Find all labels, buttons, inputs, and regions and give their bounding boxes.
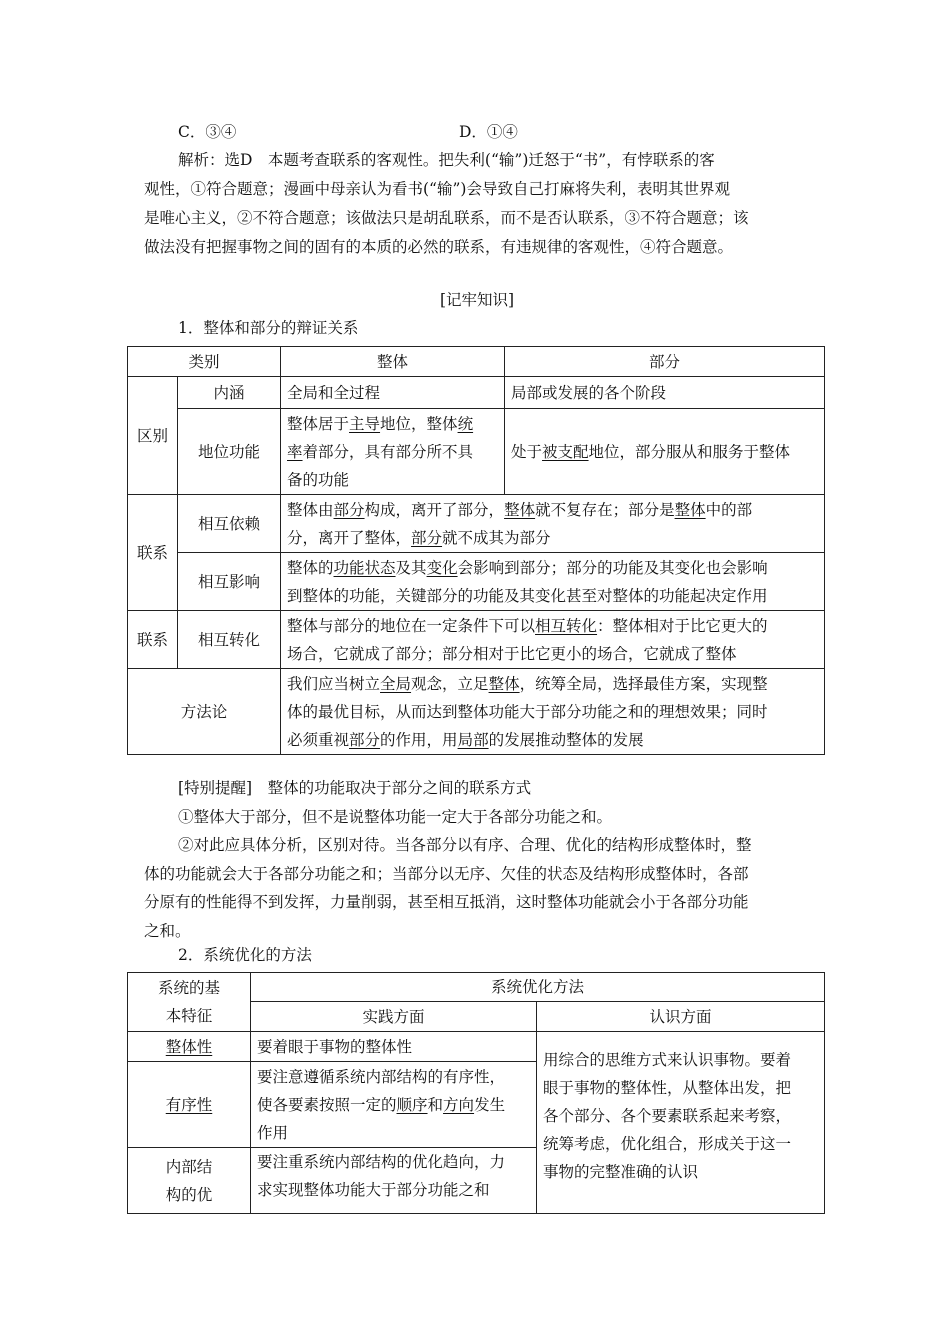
tip-title: [特别提醒] 整体的功能取决于部分之间的联系方式 [178,779,532,797]
header-practice: 实践方面 [251,1002,537,1032]
tip-2-line-2: 体的功能就会大于各部分功能之和；当部分以无序、欠佳的状态及结构形成整体时，各部 [144,865,749,883]
section-label: [记牢知识] [440,291,515,309]
row-label-connection-2: 联系 [128,611,178,669]
header-basic-features: 系统的基 本特征 [128,973,251,1032]
choice-c: C．③④ [178,123,237,141]
status-part: 处于被支配地位，部分服从和服务于整体 [505,409,825,495]
practice-orderliness: 要注意遵循系统内部结构的有序性， 使各要素按照一定的顺序和方向发生 作用 [251,1062,537,1148]
practice-structure: 要注重系统内部结构的优化趋向，力 求实现整体功能大于部分功能之和 [251,1148,537,1214]
header-optimization-method: 系统优化方法 [251,973,825,1002]
header-whole: 整体 [281,347,505,377]
choice-d: D．①④ [459,123,518,141]
header-category: 类别 [128,347,281,377]
methodology-text: 我们应当树立全局观念，立足整体，统筹全局，选择最佳方案，实现整 体的最优目标，从而达到整体功能大于部分功能之和的理想效果；同时 必须重视部分的作用，用局部的发展推动整体的发展 [281,669,825,755]
analysis-line-1: 解析：选D 本题考查联系的客观性。把失利(“输”)迁怒于“书”，有悖联系的客 [178,151,715,169]
header-cognition: 认识方面 [537,1002,825,1032]
analysis-line-3: 是唯心主义，②不符合题意；该做法只是胡乱联系，而不是否认联系，③不符合题意；该 [144,209,749,227]
row-label-distinction: 区别 [128,377,178,495]
row-label-connotation: 内涵 [178,377,281,409]
tip-2-line-1: ②对此应具体分析，区别对待。当各部分以有序、合理、优化的结构形成整体时，整 [178,836,752,854]
feature-structure: 内部结 构的优 [128,1148,251,1214]
feature-orderliness: 有序性 [128,1062,251,1148]
system-optimization-table [127,972,825,1214]
connotation-whole: 全局和全过程 [281,377,505,409]
row-label-methodology: 方法论 [128,669,281,755]
interaction-text: 整体的功能状态及其变化会影响到部分；部分的功能及其变化也会影响 到整体的功能，关键部分的功能及其变化甚至对整体的功能起决定作用 [281,553,825,611]
heading-whole-part: 1．整体和部分的辩证关系 [178,319,359,337]
analysis-line-2: 观性，①符合题意；漫画中母亲认为看书(“输”)会导致自己打麻将失利，表明其世界观 [144,180,730,198]
header-part: 部分 [505,347,825,377]
heading-system-optimization: 2．系统优化的方法 [178,946,312,964]
transformation-text: 整体与部分的地位在一定条件下可以相互转化：整体相对于比它更大的 场合，它就成了部分；部分相对于比它更小的场合，它就成了整体 [281,611,825,669]
tip-2-line-4: 之和。 [144,922,191,940]
status-whole: 整体居于主导地位，整体统 率着部分，具有部分所不具 备的功能 [281,409,505,495]
tip-1: ①整体大于部分，但不是说整体功能一定大于各部分功能之和。 [178,808,613,826]
row-label-status: 地位功能 [178,409,281,495]
cognition-text: 用综合的思维方式来认识事物。要着 眼于事物的整体性，从整体出发，把 各个部分、各个要素联系起来考察， 统筹考虑，优化组合，形成关于这一 事物的完整准确的认识 [537,1032,825,1214]
feature-wholeness: 整体性 [128,1032,251,1062]
row-label-connection: 联系 [128,495,178,611]
whole-part-table [127,346,825,755]
analysis-line-4: 做法没有把握事物之间的固有的本质的必然的联系，有违规律的客观性，④符合题意。 [144,238,734,256]
tip-2-line-3: 分原有的性能得不到发挥，力量削弱，甚至相互抵消，这时整体功能就会小于各部分功能 [144,893,749,911]
practice-wholeness: 要着眼于事物的整体性 [251,1032,537,1062]
row-label-transformation: 相互转化 [178,611,281,669]
interdependence-text: 整体由部分构成，离开了部分，整体就不复存在；部分是整体中的部 分，离开了整体，部分就不成其为部分 [281,495,825,553]
row-label-interdependence: 相互依赖 [178,495,281,553]
row-label-interaction: 相互影响 [178,553,281,611]
connotation-part: 局部或发展的各个阶段 [505,377,825,409]
